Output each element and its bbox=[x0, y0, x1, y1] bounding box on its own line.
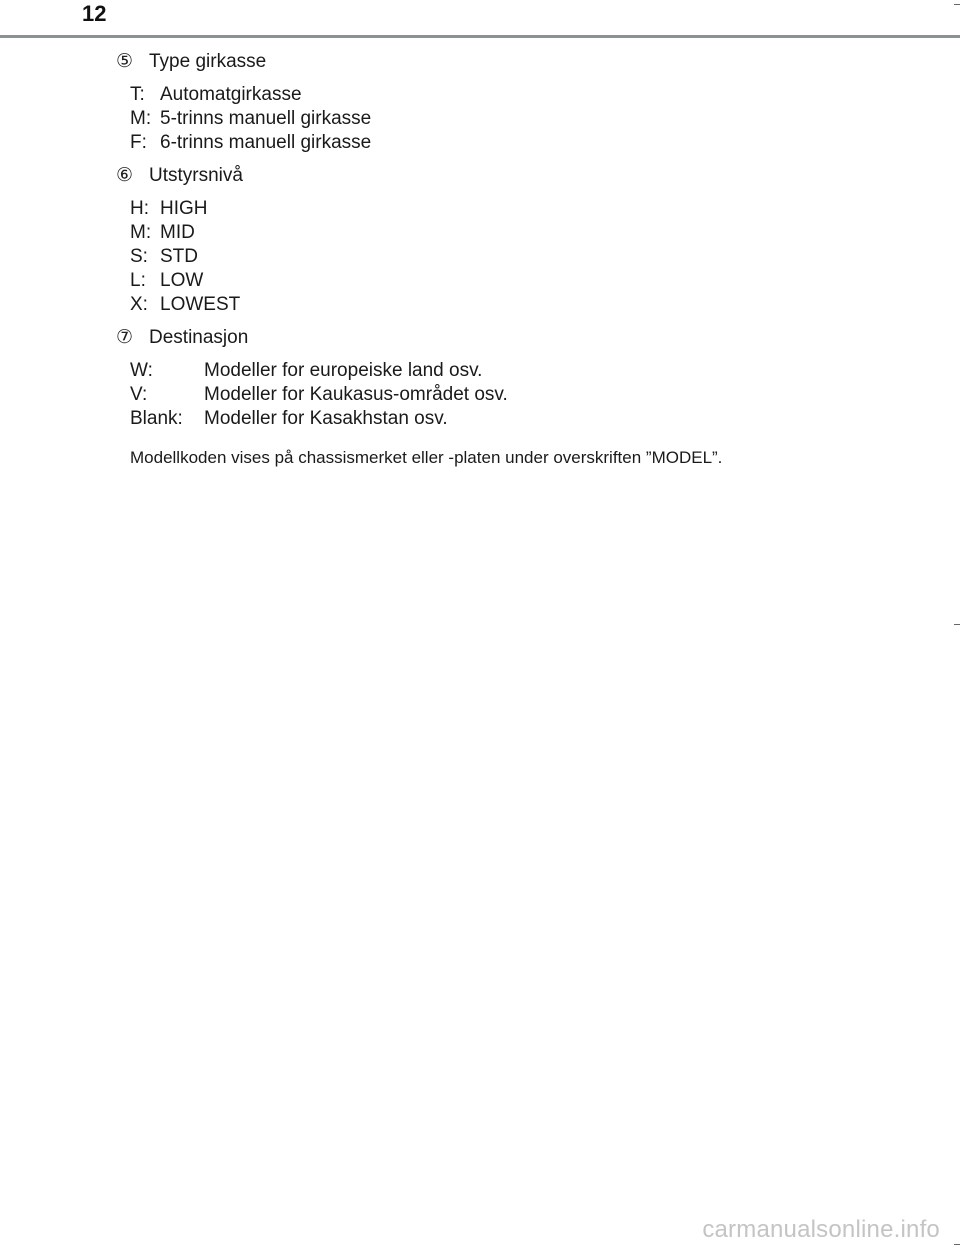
item-code: M: bbox=[130, 222, 152, 243]
item-code: F: bbox=[130, 132, 147, 153]
item-description: Modeller for Kasakhstan osv. bbox=[204, 408, 448, 429]
list-item bbox=[130, 293, 916, 317]
section-destination bbox=[116, 326, 916, 431]
crop-mark-bottom bbox=[954, 1244, 960, 1245]
item-description: Modeller for europeiske land osv. bbox=[204, 360, 483, 381]
section-heading bbox=[116, 326, 916, 350]
item-description: 6-trinns manuell girkasse bbox=[160, 132, 372, 153]
code-list bbox=[130, 83, 916, 155]
section-title: Type girkasse bbox=[149, 51, 267, 72]
circled-number-7-icon: ⑦ bbox=[116, 327, 134, 348]
item-code: S: bbox=[130, 246, 148, 267]
code-list bbox=[130, 359, 916, 431]
item-description: Automatgirkasse bbox=[160, 84, 302, 105]
section-heading bbox=[116, 164, 916, 188]
item-code: W: bbox=[130, 360, 153, 381]
section-heading bbox=[116, 50, 916, 74]
list-item bbox=[130, 407, 916, 431]
list-item bbox=[130, 383, 916, 407]
item-code: Blank: bbox=[130, 408, 183, 429]
item-description: HIGH bbox=[160, 198, 208, 219]
list-item bbox=[130, 269, 916, 293]
section-transmission-type bbox=[116, 50, 916, 155]
item-description: LOWEST bbox=[160, 294, 241, 315]
list-item bbox=[130, 83, 916, 107]
list-item bbox=[130, 221, 916, 245]
list-item bbox=[130, 359, 916, 383]
item-code: X: bbox=[130, 294, 148, 315]
code-list bbox=[130, 197, 916, 317]
item-code: T: bbox=[130, 84, 145, 105]
item-code: L: bbox=[130, 270, 146, 291]
list-item bbox=[130, 131, 916, 155]
item-description: STD bbox=[160, 246, 198, 267]
header-rule bbox=[0, 35, 960, 38]
section-title: Destinasjon bbox=[149, 327, 249, 348]
item-description: MID bbox=[160, 222, 195, 243]
page-number: 12 bbox=[82, 1, 107, 26]
circled-number-5-icon: ⑤ bbox=[116, 51, 134, 72]
list-item bbox=[130, 245, 916, 269]
list-item bbox=[130, 107, 916, 131]
item-code: V: bbox=[130, 384, 148, 405]
item-code: M: bbox=[130, 108, 152, 129]
item-description: 5-trinns manuell girkasse bbox=[160, 108, 372, 129]
crop-mark-middle bbox=[954, 624, 960, 625]
model-code-note: Modellkoden vises på chassismerket eller -platen under overskriften ”MODEL”. bbox=[130, 448, 723, 467]
item-description: Modeller for Kaukasus-området osv. bbox=[204, 384, 508, 405]
section-title: Utstyrsnivå bbox=[149, 165, 243, 186]
item-code: H: bbox=[130, 198, 149, 219]
watermark: carmanualsonline.info bbox=[702, 1216, 940, 1243]
crop-mark-top bbox=[954, 4, 960, 5]
list-item bbox=[130, 197, 916, 221]
circled-number-6-icon: ⑥ bbox=[116, 165, 134, 186]
section-equipment-level bbox=[116, 164, 916, 317]
item-description: LOW bbox=[160, 270, 204, 291]
document-content bbox=[116, 50, 916, 469]
